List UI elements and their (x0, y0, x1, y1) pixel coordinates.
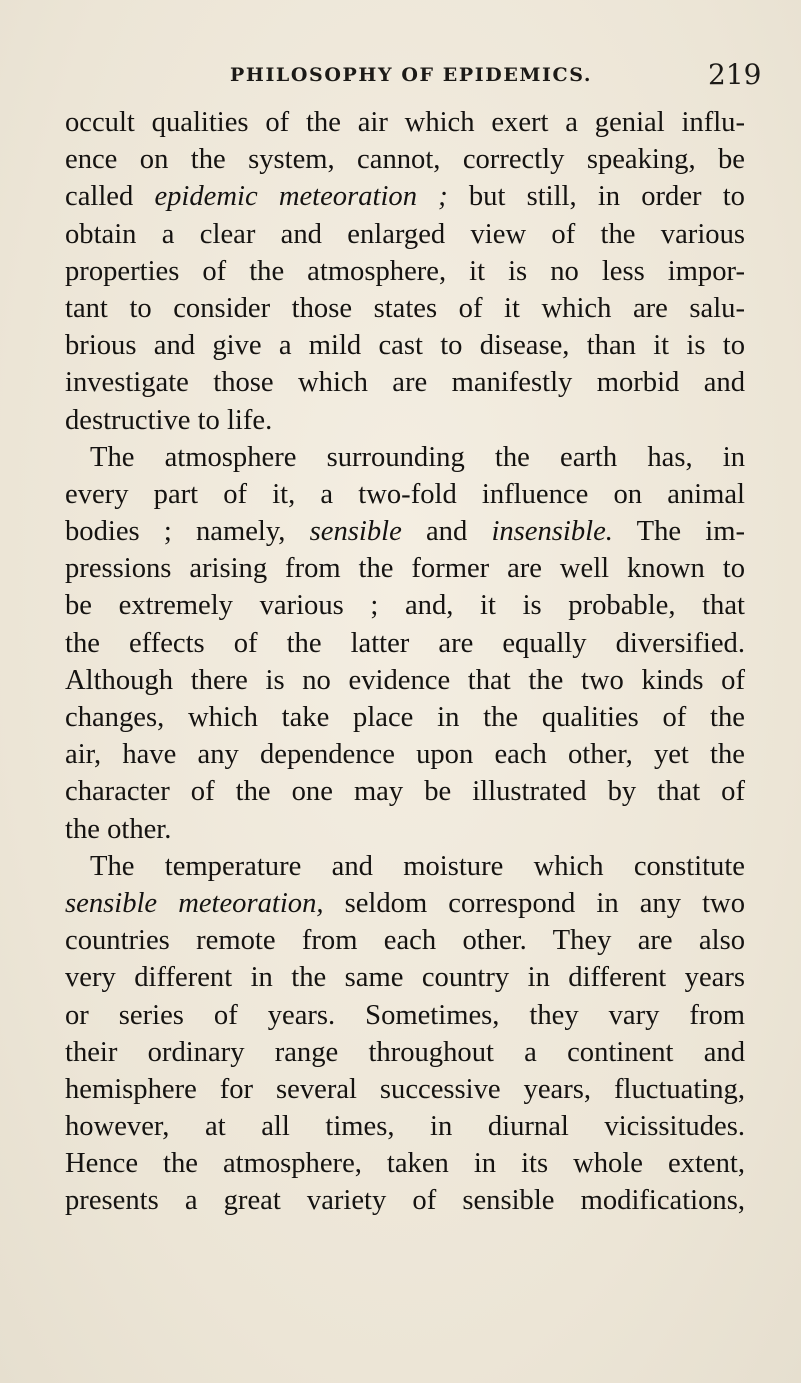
text-line (65, 327, 745, 364)
text-segment: be extremely various ; and, it is probable, that (65, 590, 745, 622)
text-line (65, 253, 745, 290)
running-title: PHILOSOPHY OF EPIDEMICS. (230, 64, 593, 86)
text-line (65, 364, 745, 401)
text-segment: however, at all times, in diurnal vicissitudes. (65, 1111, 745, 1143)
text-segment: Although there is no evidence that the two kinds of (65, 664, 745, 696)
text-segment: or series of years. Sometimes, they vary from (65, 999, 745, 1031)
text-segment: The atmosphere surrounding the earth has, in (90, 441, 745, 473)
text-segment: called (65, 181, 155, 213)
text-line (65, 625, 745, 662)
text-segment: Hence the atmosphere, taken in its whole extent, (65, 1148, 745, 1180)
text-segment: very different in the same country in different years (65, 962, 745, 994)
text-line (65, 922, 745, 959)
text-line (65, 476, 745, 513)
text-line (65, 811, 745, 848)
text-segment: but still, in order to (447, 181, 745, 213)
text-segment: their ordinary range throughout a continent and (65, 1036, 745, 1068)
text-line (65, 1145, 745, 1182)
text-segment: brious and give a mild cast to disease, than it is to (65, 330, 745, 362)
text-line (65, 1108, 745, 1145)
text-line (65, 104, 745, 141)
text-line (65, 550, 745, 587)
text-segment: properties of the atmosphere, it is no less impor- (65, 255, 745, 287)
text-line (65, 1182, 745, 1219)
text-line (65, 216, 745, 253)
text-line (65, 141, 745, 178)
text-segment: presents a great variety of sensible modifications, (65, 1185, 745, 1217)
text-segment: The temperature and moisture which constitute (90, 850, 745, 882)
text-segment: destructive to life. (65, 404, 273, 436)
page-number: 219 (708, 58, 762, 91)
text-line (65, 773, 745, 810)
text-segment: every part of it, a two-fold influence on animal (65, 478, 745, 510)
text-segment: air, have any dependence upon each other, yet the (65, 739, 745, 771)
italic-text: epidemic meteoration ; (154, 181, 448, 213)
text-line (65, 1034, 745, 1071)
text-line (65, 587, 745, 624)
page-header (0, 60, 801, 92)
text-line (65, 959, 745, 996)
text-segment: The im- (612, 516, 745, 548)
text-line (65, 699, 745, 736)
text-segment: occult qualities of the air which exert a genial influ- (65, 107, 745, 138)
text-segment: character of the one may be illustrated by that of (65, 776, 745, 808)
text-segment: pressions arising from the former are well known to (65, 553, 745, 585)
text-line (65, 885, 745, 922)
text-segment: the other. (65, 813, 172, 845)
text-segment: countries remote from each other. They are also (65, 925, 745, 957)
text-segment: investigate those which are manifestly morbid and (65, 367, 745, 399)
italic-text: sensible (309, 516, 402, 548)
text-segment: bodies ; namely, (65, 516, 310, 548)
text-line (65, 848, 745, 885)
text-segment: seldom correspond in any two (323, 887, 745, 919)
text-line (65, 439, 745, 476)
text-line (65, 513, 745, 550)
text-line (65, 997, 745, 1034)
text-segment: obtain a clear and enlarged view of the various (65, 218, 745, 250)
text-line (65, 402, 745, 439)
body-text (65, 104, 745, 1220)
italic-text: insensible. (491, 516, 613, 548)
text-segment: hemisphere for several successive years, fluctuating, (65, 1073, 745, 1105)
text-segment: changes, which take place in the qualities of the (65, 702, 745, 733)
text-line (65, 290, 745, 327)
text-line (65, 1071, 745, 1108)
text-line (65, 662, 745, 699)
text-line (65, 178, 745, 215)
text-segment: tant to consider those states of it which are salu- (65, 292, 745, 324)
text-line (65, 736, 745, 773)
text-segment: the effects of the latter are equally diversified. (65, 627, 745, 659)
text-segment: ence on the system, cannot, correctly speaking, be (65, 144, 745, 176)
italic-text: sensible meteoration, (65, 887, 324, 919)
text-segment: and (401, 516, 492, 548)
